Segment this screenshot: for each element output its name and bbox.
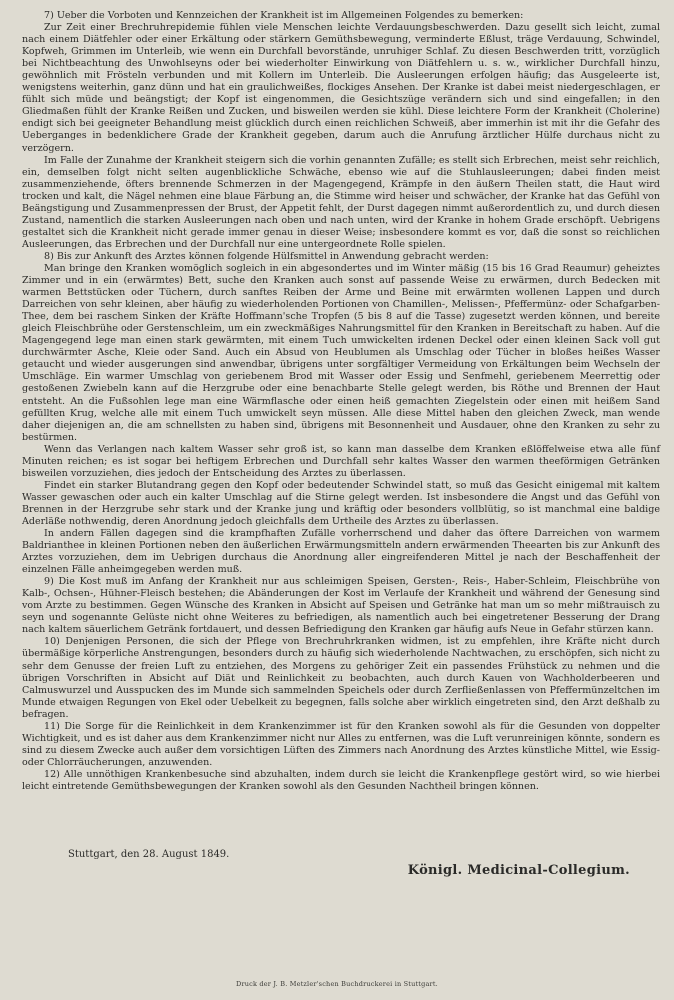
paragraph-cramps: In andern Fällen dagegen sind die krampfhaften Zufälle vorherrschend und daher das öftere Darreichen von warmem Baldrianthee in kleinen Portionen neben den äußerlichen Erwärmungsmitteln andern erwärmenden Theearten bis zur Ankunft des Arztes vorzuziehen, dem im Uebrigen durchaus die Anordnung aller eingreifenderen Mittel je nach der Beschaffenheit der einzelnen Fälle anheimgegeben werden muß. — [22, 528, 660, 576]
printer-imprint: Druck der J. B. Metzler'schen Buchdruckerei in Stuttgart. — [236, 980, 438, 988]
paragraph-11-cleanliness: 11) Die Sorge für die Reinlichkeit in dem Krankenzimmer ist für den Kranken sowohl als für die Gesunden von doppelter Wichtigkeit, und es ist daher aus dem Krankenzimmer nicht nur Alles zu entfernen, was die Luft verunreinigen könnte, sondern es sind zu diesem Zwecke auch außer dem vorsichtigen Lüften des Zimmers nach Anordnung des Arztes künstliche Mittel, wie Essig- oder Chlorräucherungen, anzuwenden. — [22, 720, 660, 768]
paragraph-progression: Im Falle der Zunahme der Krankheit steigern sich die vorhin genannten Zufälle; es stellt sich Erbrechen, meist sehr reichlich, ein, demselben folgt nicht selten augenblickliche Schwäche, ebenso wie auf die Stuhlausleerungen; dabei finden meist zusammenziehende, öfters brennende Schmerzen in der Magengegend, Krämpfe in den äußern Theilen statt, die Haut wird trocken und kalt, die Nägel nehmen eine blaue Färbung an, die Stimme wird heiser und schwächer, der Kranke hat das Gefühl von Beängstigung und Zusammenpressen der Brust, der Appetit fehlt, der Durst dagegen nimmt außerordentlich zu, und durch diesen Zustand, namentlich die starken Ausleerungen nach oben und nach unten, wird der Kranke in hohem Grade erschöpft. Uebrigens gestaltet sich die Krankheit nicht gerade immer genau in dieser Weise; insbesondere kommt es vor, daß die sonst so reichlichen Ausleerungen, das Erbrechen und der Durchfall nur eine untergeordnete Rolle spielen. — [22, 154, 660, 250]
paragraph-first-aid: Man bringe den Kranken womöglich sogleich in ein abgesondertes und im Winter mäßig (15 bis 16 Grad Reaumur) geheiztes Zimmer und in ein (erwärmtes) Bett, suche den Kranken auch sonst auf passende Weise zu erwärmen, durch Bedecken mit warmen Bettstücken oder Tüchern, durch sanftes Reiben der Arme und Beine mit erwärmten wollenen Lappen und durch Darreichen von sehr kleinen, aber häufig zu wiederholenden Portionen von Chamillen-, Melissen-, Pfeffermünz- oder Schafgarben-Thee, dem bei raschem Sinken der Kräfte Hoffmann'sche Tropfen (5 bis 8 auf die Tasse) zugesetzt werden können, und bereite gleich Fleischbrühe oder Gerstenschleim, um ein zweckmäßiges Nahrungsmittel für den Kranken in Bereitschaft zu haben. Auf die Magengegend lege man einen stark gewärmten, mit einem Tuch umwickelten irdenen Deckel oder einen kleinen Sack voll gut durchwärmter Asche, Kleie oder Sand. Auch ein Absud von Heublumen als Umschlag oder Tücher in bloßes heißes Wasser getaucht und wieder ausgerungen sind anwendbar, übrigens unter sorgfältiger Vermeidung von Erkältungen beim Wechseln der Umschläge. Ein warmer Umschlag von geriebenem Brod mit Wasser oder Essig und Senfmehl, geriebenem Meerrettig oder gestoßenen Zwiebeln kann auf die Herzgrube oder eine benachbarte Stelle gelegt werden, bis Röthe und Brennen der Haut entsteht. An die Fußsohlen lege man eine Wärmflasche oder einen heiß gemachten Ziegelstein oder einen mit heißem Sand gefüllten Krug, welche alle mit einem Tuch umwickelt seyn müssen. Alle diese Mittel haben den gleichen Zweck, man wende daher diejenigen an, die am schnellsten zu haben sind, übrigens mit Besonnenheit und Ausdauer, ohne den Kranken zu sehr zu bestürmen. — [22, 262, 660, 443]
paragraph-10-caregivers: 10) Denjenigen Personen, die sich der Pflege von Brechruhrkranken widmen, ist zu empfehlen, ihre Kräfte nicht durch übermäßige körperliche Anstrengungen, besonders durch zu häufig sich wiederholende Nachtwachen, zu erschöpfen, sich nicht zu sehr dem Genusse der freien Luft zu entziehen, des Morgens zu gehöriger Zeit ein passendes Frühstück zu nehmen und die übrigen Vorschriften in Absicht auf Diät und Reinlichkeit zu beobachten, auch durch Kauen von Wachholderbeeren und Calmuswurzel und Ausspucken des im Munde sich sammelnden Speichels oder durch Zerfließenlassen von Pfeffermünzeltchen im Munde etwaigen Regungen von Ekel oder Uebelkeit zu begegnen, falls solche aber wirklich eingetreten sind, den Arzt deßhalb zu befragen. — [22, 636, 660, 720]
paragraph-prodromes: Zur Zeit einer Brechruhrepidemie fühlen viele Menschen leichte Verdauungsbeschwerden. Dazu gesellt sich leicht, zumal nach einem Diätfehler oder einer Erkältung oder stärkern Gemüthsbewegung, verminderte Eßlust, träge Verdauung, Schwindel, Kopfweh, Grimmen im Unterleib, wie wenn ein Durchfall bevorstände, unruhiger Schlaf. Zu diesen Beschwerden tritt, vorzüglich bei Nichtbeachtung des Unwohlseyns oder bei wiederholter Einwirkung von Diätfehlern u. s. w., wirklicher Durchfall hinzu, gewöhnlich mit Frösteln verbunden und mit Kollern im Unterleib. Die Ausleerungen erfolgen häufig; das Ausgeleerte ist, wenigstens weiterhin, ganz dünn und hat ein graulichweißes, flockiges Ansehen. Der Kranke ist dabei meist niedergeschlagen, er fühlt sich müde und beängstigt; der Kopf ist eingenommen, die Gesichtszüge verändern sich und sind eingefallen; in den Gliedmaßen fühlt der Kranke Reißen und Zucken, und bisweilen werden sie kühl. Diese leichtere Form der Krankheit (Cholerine) endigt sich bei geeigneter Behandlung meist glücklich durch einen reichlichen Schweiß, aber immerhin ist mit ihr die Gefahr des Ueberganges in bedenklichere Grade der Krankheit gegeben, darum auch die Anrufung ärztlicher Hülfe durchaus nicht zu verzögern. — [22, 22, 660, 154]
paragraph-cold-water: Wenn das Verlangen nach kaltem Wasser sehr groß ist, so kann man dasselbe dem Kranken eßlöffelweise etwa alle fünf Minuten reichen; es ist sogar bei heftigem Erbrechen und Durchfall sehr kaltes Wasser den warmen theeförmigen Getränken bisweilen vorzuziehen, dies jedoch der Entscheidung des Arztes zu überlassen. — [22, 443, 660, 479]
issuing-authority: Königl. Medicinal-Collegium. — [407, 863, 630, 878]
body-text — [22, 10, 660, 793]
signature-block — [22, 849, 660, 879]
paragraph-7-heading: 7) Ueber die Vorboten und Kennzeichen der Krankheit ist im Allgemeinen Folgendes zu bemerken: — [44, 10, 524, 21]
paragraph-9-diet: 9) Die Kost muß im Anfang der Krankheit nur aus schleimigen Speisen, Gersten-, Reis-, Haber-Schleim, Fleischbrühe von Kalb-, Ochsen-, Hühner-Fleisch bestehen; die Abänderungen der Kost im Verlaufe der Krankheit und während der Genesung sind vom Arzte zu bestimmen. Gegen Wünsche des Kranken in Absicht auf Speisen und Getränke hat man um so mehr mißtrauisch zu seyn und sogenannte Gelüste nicht ohne Weiteres zu befriedigen, als namentlich auch bei eingetretener Besserung der Drang nach kaltem säuerlichem Getränk fortdauert, und dessen Befriedigung den Kranken gar häufig aufs Neue in Gefahr stürzen kann. — [22, 576, 660, 636]
paragraph-8-heading: 8) Bis zur Ankunft des Arztes können folgende Hülfsmittel in Anwendung gebracht werden: — [44, 250, 489, 262]
paragraph-12-visits: 12) Alle unnöthigen Krankenbesuche sind abzuhalten, indem durch sie leicht die Krankenpflege gestört wird, so wie hierbei leicht eintretende Gemüthsbewegungen der Kranken sowohl als den Gesunden Nachtheil bringen können. — [22, 768, 660, 792]
place-date: Stuttgart, den 28. August 1849. — [68, 849, 230, 860]
paragraph-blood-rush: Findet ein starker Blutandrang gegen den Kopf oder bedeutender Schwindel statt, so muß das Gesicht einigemal mit kaltem Wasser gewaschen oder auch ein kalter Umschlag auf die Stirne gelegt werden. Ist insbesondere die Angst und das Gefühl von Brennen in der Herzgrube sehr stark und der Kranke jung und kräftig oder besonders vollblütig, so ist manchmal eine baldige Aderläße nothwendig, deren Anordnung jedoch gleichfalls dem Urtheile des Arztes zu überlassen. — [22, 479, 660, 527]
